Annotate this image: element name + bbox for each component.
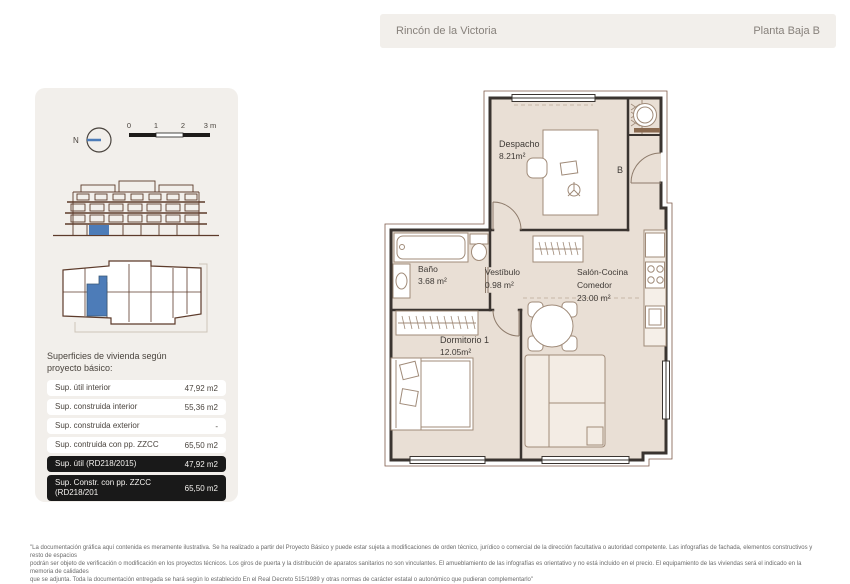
room-label-bano: Baño: [418, 264, 438, 274]
north-label: N: [73, 136, 79, 145]
row-value: 47,92 m2: [184, 383, 218, 393]
room-label-dormitorio: Dormitorio 1: [440, 335, 490, 345]
room-label-despacho: Despacho: [499, 139, 540, 149]
table-row: [47, 399, 226, 415]
disclaimer: [30, 544, 822, 584]
scale-tick-3: 3 m: [203, 121, 217, 130]
room-area-dormitorio: 12.05m²: [440, 347, 472, 357]
armchair-icon: [527, 158, 547, 178]
row-label: Sup. útil (RD218/2015): [55, 459, 137, 468]
room-area-salon: 23.00 m²: [577, 293, 611, 303]
room-area-despacho: 8.21m²: [499, 151, 526, 161]
floor-label: Planta Baja B: [753, 25, 820, 37]
entry-label: B: [617, 165, 624, 175]
hall-wardrobe: [533, 236, 583, 262]
bed-icon: [391, 358, 473, 430]
surface-table: [47, 380, 226, 501]
scale-tick-1: 1: [153, 121, 159, 130]
bedroom-wardrobe: [396, 311, 478, 335]
washer-label-strip: [634, 128, 660, 133]
room-label-salon-1: Salón-Cocina: [577, 267, 629, 277]
room-area-bano: 3.68 m²: [418, 276, 447, 286]
header-bar: [380, 14, 836, 48]
table-row-highlight: [47, 456, 226, 472]
building-elevation: [47, 172, 226, 244]
scale-tick-2: 2: [180, 121, 186, 130]
table-title-line2: proyecto básico:: [47, 363, 113, 373]
table-title: [47, 350, 226, 374]
site-plan-key: [47, 252, 226, 340]
scale-bar-segment: [129, 133, 156, 137]
row-label: Sup. útil interior: [55, 383, 111, 392]
row-label: Sup. contruida con pp. ZZCC: [55, 440, 159, 449]
row-value: 65,50 m2: [184, 440, 218, 450]
table-title-line1: Superficies de vivienda según: [47, 351, 167, 361]
toilet-icon: [470, 234, 488, 244]
row-value: -: [215, 421, 218, 431]
table-row: [47, 418, 226, 434]
dining-set: [528, 302, 577, 351]
disclaimer-line1: "La documentación gráfica aquí contenida es meramente ilustrativa. Se ha realizado a partir del Proyecto Básico y puede estar sujeta a modificaciones de orden técnico, jurídico o comercial de la dirección facultativa o autoridad competente. Las infografías de fachada, elementos constructivos y resto de espacios: [30, 545, 813, 559]
north-scale-bar: [47, 116, 226, 162]
room-label-vestibulo: Vestíbulo: [485, 267, 520, 277]
row-label: Sup. Constr. con pp. ZZCC (RD218/201: [55, 478, 152, 497]
fridge-icon: [646, 233, 665, 257]
scale-tick-0: 0: [126, 121, 132, 130]
bathtub-icon: [394, 233, 468, 262]
scale-bar-segment: [156, 133, 183, 137]
project-location: Rincón de la Victoria: [396, 25, 497, 37]
table-row: [47, 437, 226, 453]
floor-plan: [381, 78, 677, 490]
sofa-icon: [525, 355, 605, 447]
room-label-salon-2: Comedor: [577, 280, 612, 290]
monitor-icon: [560, 161, 578, 175]
table-row: [47, 380, 226, 396]
highlighted-unit: [89, 225, 109, 235]
row-label: Sup. construida interior: [55, 402, 138, 411]
kitchen-counter: [644, 230, 666, 346]
scale-bar-segment: [183, 133, 210, 137]
disclaimer-line2: podrán ser objeto de verificación o modificación en los proyectos técnicos. Los giros de puerta y la distribución de aparatos sanitarios no son vinculantes. El amueblamiento de las infografías es orientativo y no está incluido en el precio. El equipamiento de las viviendas será el indicado en la memoria de calidades: [30, 561, 802, 575]
info-panel: [35, 88, 238, 502]
row-label: Sup. construida exterior: [55, 421, 140, 430]
room-area-vestibulo: 0.98 m²: [485, 280, 514, 290]
row-value: 55,36 m2: [184, 402, 218, 412]
dining-table-icon: [531, 305, 573, 347]
table-row-highlight: [47, 475, 226, 501]
row-value: 65,50 m2: [184, 483, 218, 493]
row-value: 47,92 m2: [184, 459, 218, 469]
disclaimer-line3: que se adjunta. Toda la documentación entregada se hará según lo establecido En el Real Decreto 515/1989 y otras normas de carácter estatal o autonómico que pudieran complementarlo": [30, 577, 534, 583]
